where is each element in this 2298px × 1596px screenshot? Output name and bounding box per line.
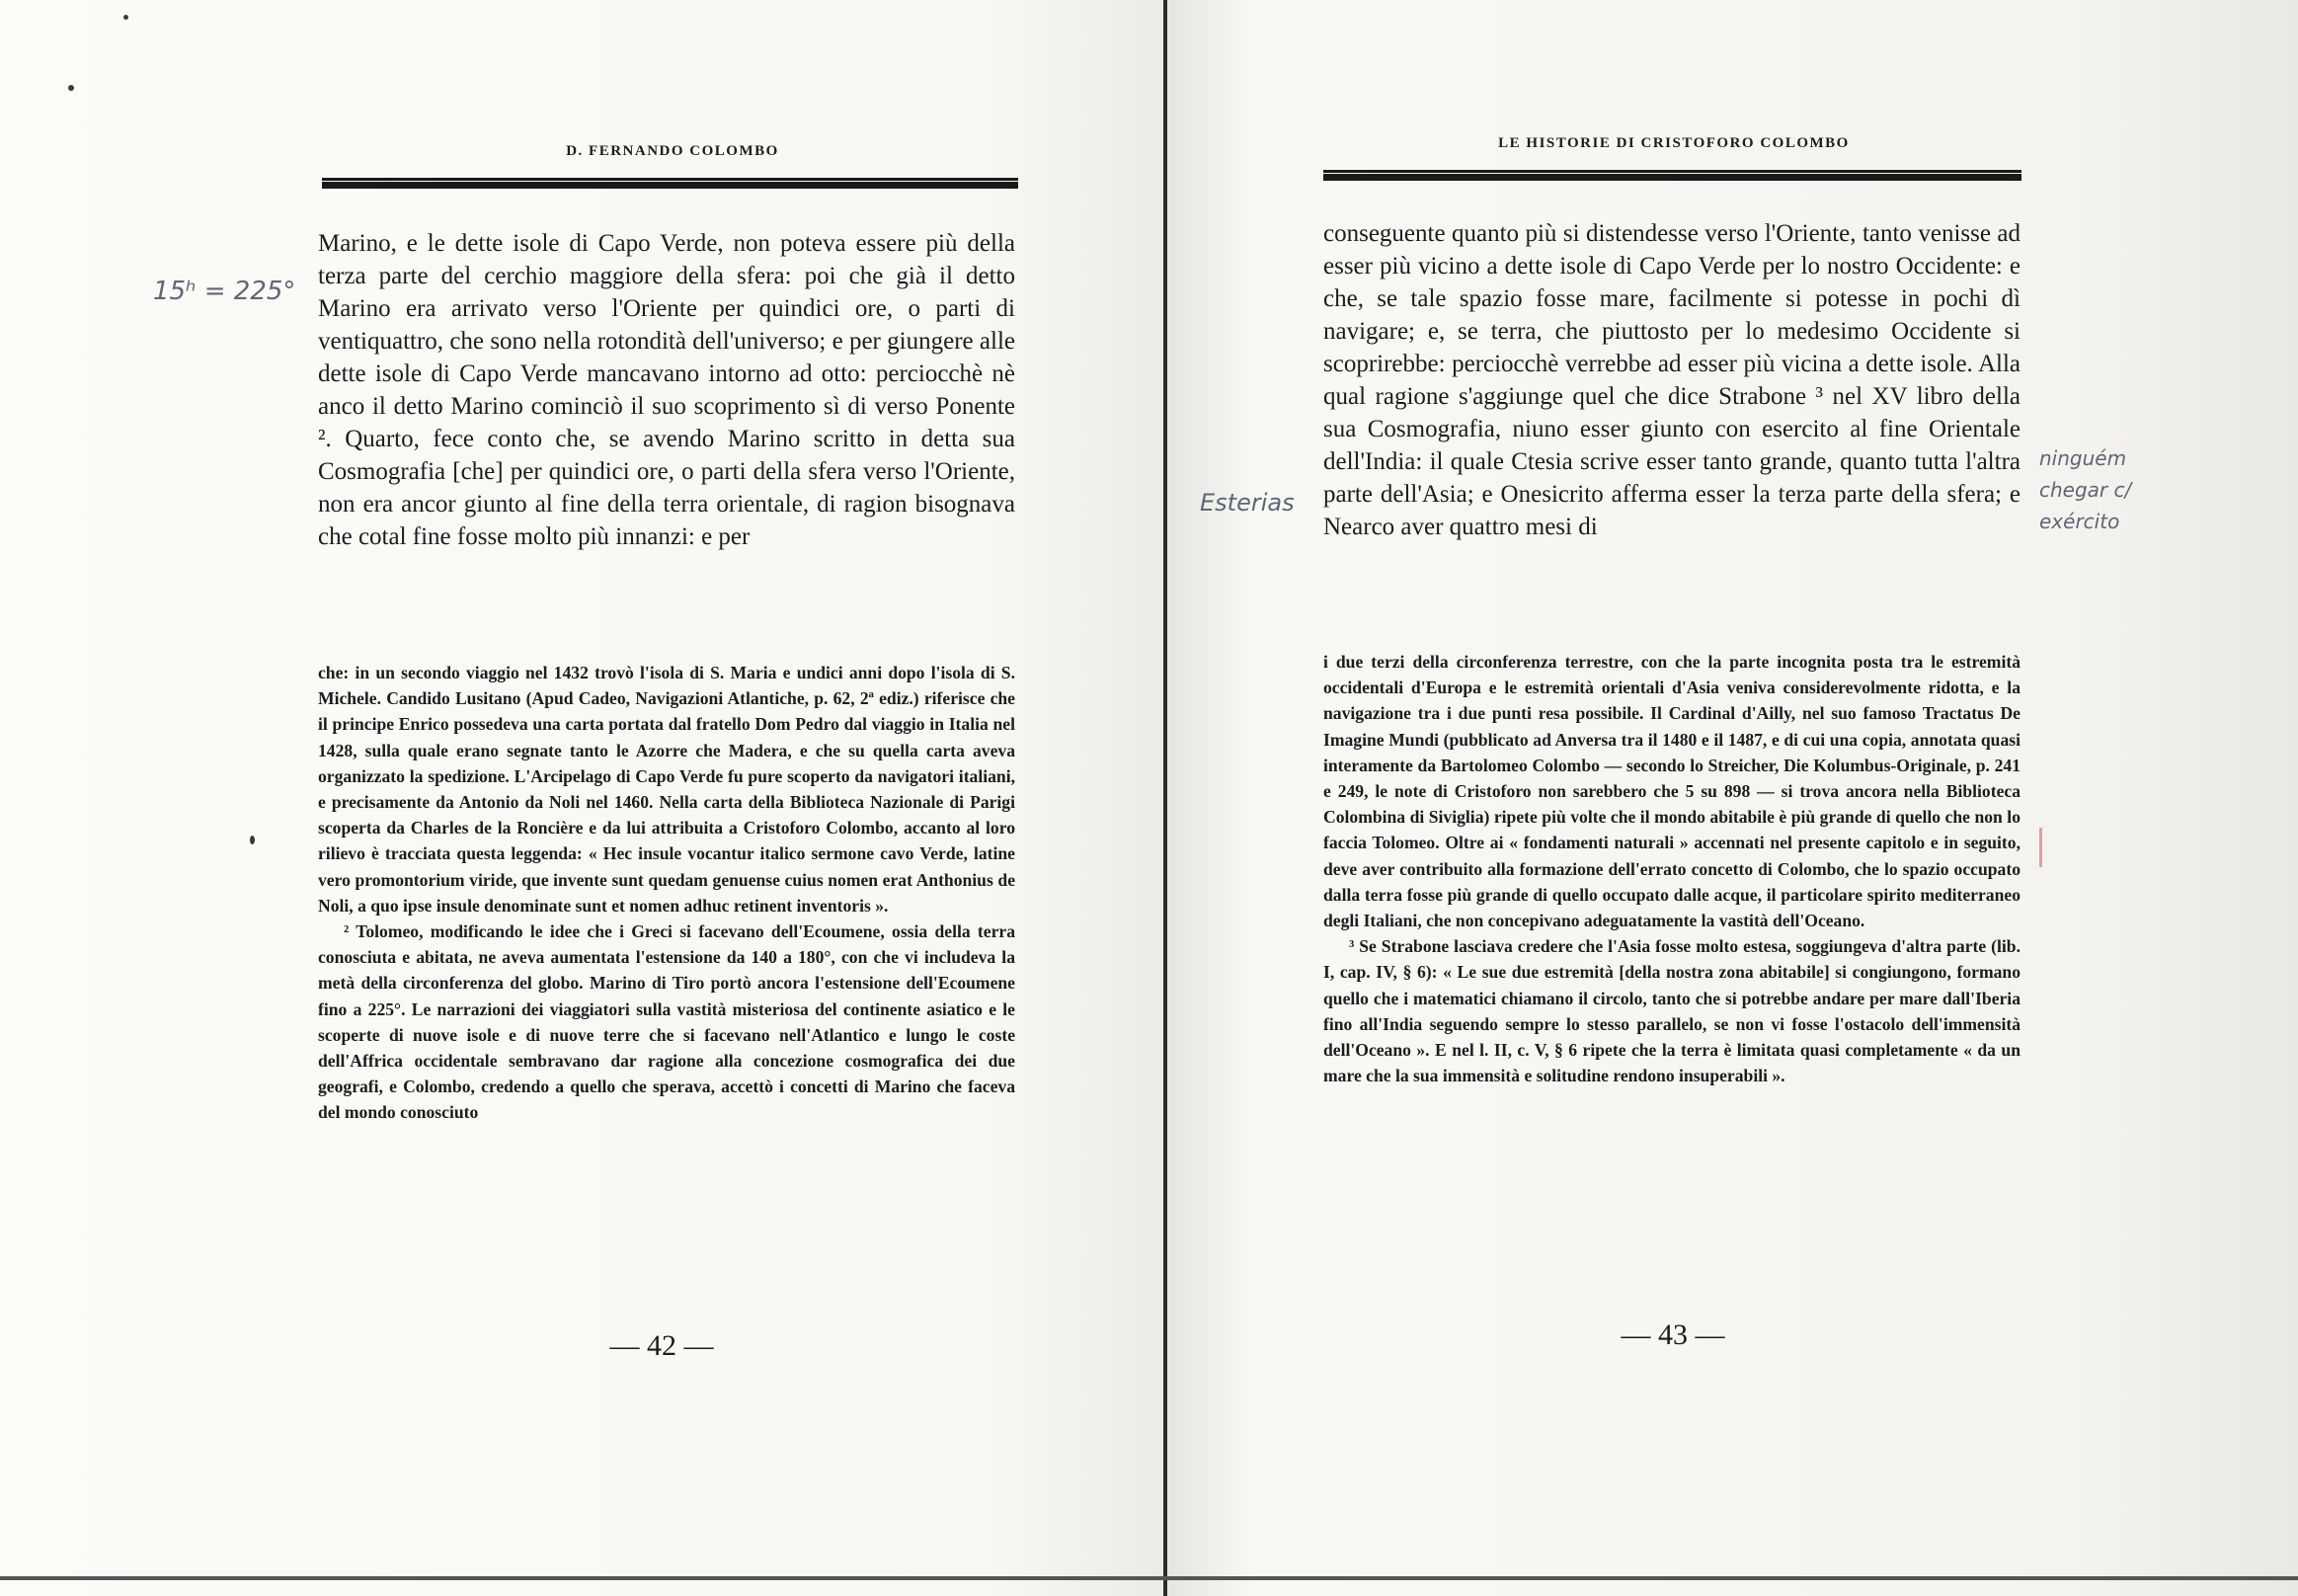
- left-footnote-2: ² Tolomeo, modificando le idee che i Greci si facevano dell'Ecoumene, ossia della terra conosciuta e abitata, ne aveva aumentata l'estensione da 140 a 180°, con che vi includeva la metà della circonferenza del globo. Marino di Tiro portò ancora l'estensione dell'Ecoumene fino a 225°. Le narrazioni dei viaggiatori sulla vastità misteriosa del continente asiatico e le scoperte di nuove isole e di nuove terre che si facevano nell'Atlantico e lungo le coste dell'Affrica occidentale sembravano dar ragione alla concezione cosmografica dei due geografi, e Colombo, credendo a quello che sperava, accettò i concetti di Marino che faceva del mondo conosciuto: [318, 921, 1015, 1123]
- red-margin-mark: [2039, 828, 2042, 867]
- left-body-text: Marino, e le dette isole di Capo Verde, non poteva essere più della terza parte del cerchio maggiore della sfera: poi che già il detto Marino era arrivato verso l'Oriente per quindici ore, o parti di ventiquattro, che sono nella rotondità dell'universo; e per giungere alle dette isole di Capo Verde mancavano intorno ad otto: perciocchè nè anco il detto Marino cominciò il suo scoprimento sì di verso Ponente ². Quarto, fece conto che, se avendo Marino scritto in detta sua Cosmografia [che] per quindici ore, o parti della sfera verso l'Oriente, non era ancor giunto al fine della terra orientale, di ragion bisognava che cotal fine fosse molto più innanzi: e per: [318, 230, 1015, 550]
- right-footnote-3: ³ Se Strabone lasciava credere che l'Asia fosse molto estesa, soggiungeva d'altra parte (lib. I, cap. IV, § 6): « Le sue due estremità [della nostra zona abitabile] si congiungono, formano quello che i matematici chiamano il circolo, tanto che si potrebbe andare per mare dall'Iberia fino all'India seguendo sempre lo stesso parallelo, se non vi fosse l'ostacolo dell'immensità dell'Oceano ». E nel l. II, c. V, § 6 ripete che la terra è limitata quasi completamente « da un mare che la sua immensità e solitudine rendono insuperabili ».: [1323, 936, 2021, 1086]
- scan-speck: [68, 85, 74, 91]
- right-running-head: LE HISTORIE DI CRISTOFORO COLOMBO: [1498, 135, 1850, 151]
- left-footnotes: [318, 660, 1015, 1126]
- right-margin-note-left: Esterias: [1200, 489, 1295, 517]
- right-footnotes: [1323, 649, 2021, 1088]
- right-page-number: — 43 —: [1621, 1318, 1725, 1351]
- book-spine: [1163, 0, 1167, 1596]
- right-header-rule: [1323, 170, 2021, 181]
- scan-bottom-edge: [0, 1576, 2298, 1580]
- left-footnote-continuation: che: in un secondo viaggio nel 1432 trovò l'isola di S. Maria e undici anni dopo l'isola di S. Michele. Candido Lusitano (Apud Cadeo, Navigazioni Atlantiche, p. 62, 2ª ediz.) riferisce che il principe Enrico possedeva una carta portata dal fratello Dom Pedro dal viaggio in Italia nel 1428, sulla quale erano segnate tanto le Azorre che Madera, e che su quella carta aveva organizzato la spedizione. L'Arcipelago di Capo Verde fu pure scoperto da navigatori italiani, e precisamente da Antonio da Noli nel 1460. Nella carta della Biblioteca Nazionale di Parigi scoperta da Charles de la Roncière e da lui attribuita a Cristoforo Colombo, accanto al loro rilievo è tracciata questa leggenda: « Hec insule vocantur italico sermone cavo Verde, latine vero promontorium viride, que invente sunt quedam genuense cuius nomen erat Anthonius de Noli, a quo ipse insule denominate sunt et nomen adhuc retinent inventoris ».: [318, 663, 1015, 916]
- scan-speck: [250, 836, 255, 844]
- scan-speck: [123, 15, 128, 20]
- left-page-number: — 42 —: [609, 1329, 714, 1362]
- right-margin-note-right: ninguém chegar c/ exército: [2039, 446, 2132, 533]
- right-body-text: conseguente quanto più si distendesse verso l'Oriente, tanto venisse ad esser più vicino a dette isole di Capo Verde per lo nostro Occidente: e che, se tale spazio fosse mare, facilmente si potesse in pochi dì navigare; e, se terra, che piuttosto per lo medesimo Occidente si scoprirebbe: perciocchè verrebbe ad esser più vicina a dette isole. Alla qual ragione s'aggiunge quel che dice Strabone ³ nel XV libro della sua Cosmografia, niuno esser giunto con esercito al fine Orientale dell'India: il quale Ctesia scrive esser tanto grande, quanto tutta l'altra parte dell'Asia; e Onesicrito afferma esser la terza parte della sfera; e Nearco aver quattro mesi di: [1323, 220, 2021, 540]
- right-footnote-continuation: i due terzi della circonferenza terrestre, con che la parte incognita posta tra le estremità occidentali d'Europa e le estremità orientali d'Asia veniva considerevolmente ridotta, e la navigazione tra i due punti resa possibile. Il Cardinal d'Ailly, nel suo famoso Tractatus De Imagine Mundi (pubblicato ad Anversa tra il 1480 e il 1487, e di cui una copia, annotata quasi interamente da Bartolomeo Colombo — secondo lo Streicher, Die Kolumbus-Originale, p. 241 e 249, le note di Cristoforo non sarebbero che 5 su 898 — si trova ancora nella Biblioteca Colombina di Siviglia) ripete più volte che il mondo abitabile è più grande di quello che non lo faccia Tolomeo. Oltre ai « fondamenti naturali » accennati nel presente capitolo e in seguito, deve aver contribuito alla formazione dell'errato concetto di Colombo, che lo spazio occupato dalla terra fosse più grande di quello occupato dalle acque, il particolare spirito mediterraneo degli Italiani, che non concepivano adeguatamente la vastità dell'Oceano.: [1323, 652, 2021, 931]
- left-running-head: D. FERNANDO COLOMBO: [566, 143, 779, 159]
- left-margin-note: 15ʰ = 225°: [153, 277, 296, 306]
- left-header-rule: [322, 178, 1018, 189]
